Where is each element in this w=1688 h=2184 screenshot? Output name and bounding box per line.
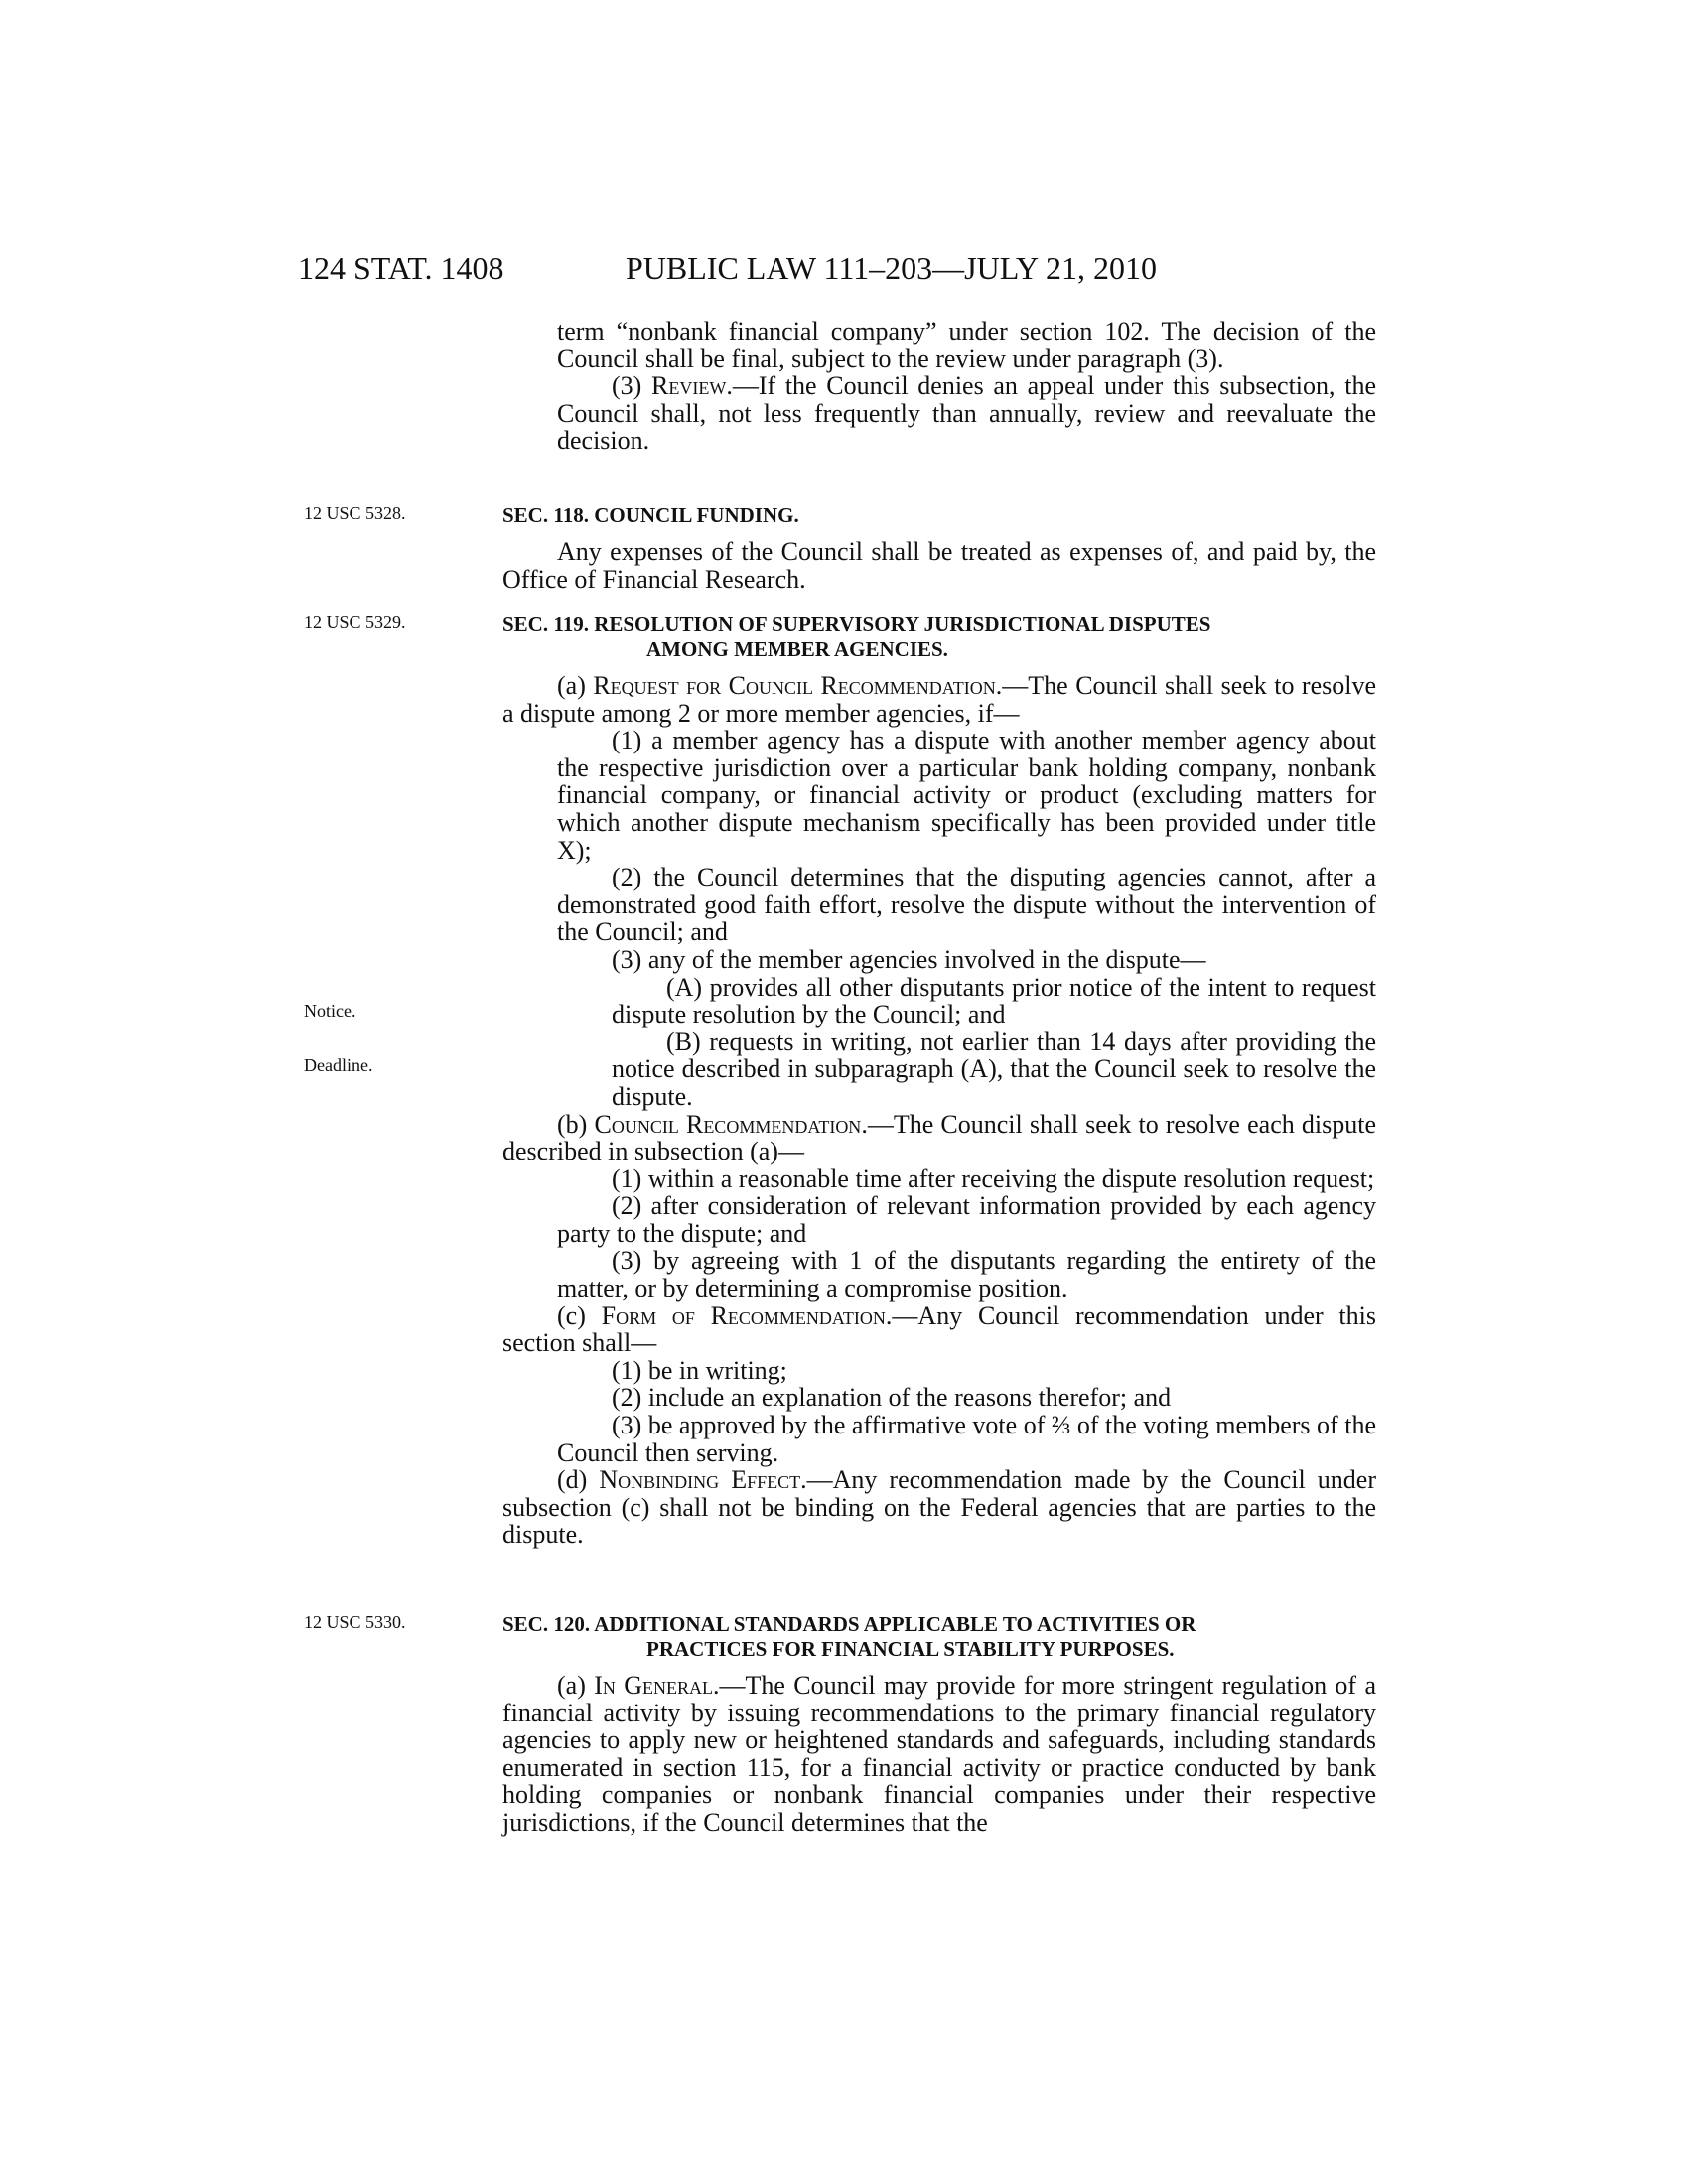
paragraph-a1: (1) a member agency has a dispute with another member agency about the respective jurisdiction over a particular bank holding company, nonbank financial company, or financial activity or product (excluding matters for which another dispute mechanism specifically has been provided under title X); xyxy=(557,726,1376,865)
section-118 xyxy=(502,503,1376,593)
continued-text-block xyxy=(502,318,1376,455)
paragraph-c1: (1) be in writing; xyxy=(612,1355,787,1385)
section-119 xyxy=(502,613,1376,1549)
paragraph-review: (3) Review.—If the Council denies an appeal under this subsection, the Council shall, not less frequently than annually, review and reevaluate the decision. xyxy=(557,371,1376,456)
paragraph-b1: (1) within a reasonable time after receiving the dispute resolution request; xyxy=(612,1163,1375,1193)
section-120 xyxy=(502,1612,1376,1837)
section-119-heading: SEC. 119. RESOLUTION OF SUPERVISORY JURISDICTIONAL DISPUTES AMONG MEMBER AGENCIES. xyxy=(502,613,1211,661)
section-118-text: Any expenses of the Council shall be treated as expenses of, and paid by, the Office of Financial Research. xyxy=(502,537,1376,594)
stat-page-number: 124 STAT. 1408 xyxy=(298,250,504,286)
section-118-heading: SEC. 118. COUNCIL FUNDING. xyxy=(502,503,799,527)
subsection-d: (d) Nonbinding Effect.—Any recommendation made by the Council under subsection (c) shall not be binding on the Federal agencies that are parties to the dispute. xyxy=(502,1465,1376,1550)
subparagraph-a3A: (A) provides all other disputants prior notice of the intent to request dispute resolution by the Council; and xyxy=(612,972,1376,1029)
paragraph-a2: (2) the Council determines that the disputing agencies cannot, after a demonstrated good faith effort, resolve the dispute without the intervention of the Council; and xyxy=(557,863,1376,947)
margin-note-deadline: Deadline. xyxy=(304,1055,373,1075)
section-120-heading: SEC. 120. ADDITIONAL STANDARDS APPLICABLE TO ACTIVITIES OR PRACTICES FOR FINANCIAL STABILITY PURPOSES. xyxy=(502,1612,1196,1661)
subsection-b: (b) Council Recommendation.—The Council shall seek to resolve each dispute described in subsection (a)— xyxy=(502,1109,1376,1166)
public-law-title: PUBLIC LAW 111–203—JULY 21, 2010 xyxy=(626,250,1157,286)
subsection-c: (c) Form of Recommendation.—Any Council recommendation under this section shall— xyxy=(502,1300,1376,1358)
paragraph-b3: (3) by agreeing with 1 of the disputants regarding the entirety of the matter, or by determining a compromise position. xyxy=(557,1246,1376,1303)
margin-note-usc-5329: 12 USC 5329. xyxy=(304,613,406,632)
margin-note-usc-5328: 12 USC 5328. xyxy=(304,503,406,523)
margin-note-notice: Notice. xyxy=(304,1001,356,1021)
paragraph-a3: (3) any of the member agencies involved in the dispute— xyxy=(612,944,1206,974)
paragraph-continuation: term “nonbank financial company” under section 102. The decision of the Council shall be final, subject to the review under paragraph (3). xyxy=(557,317,1376,373)
subparagraph-a3B: (B) requests in writing, not earlier than 14 days after providing the notice described in subparagraph (A), that the Council seek to resolve the dispute. xyxy=(612,1026,1376,1111)
margin-note-usc-5330: 12 USC 5330. xyxy=(304,1612,406,1632)
paragraph-b2: (2) after consideration of relevant information provided by each agency party to the dispute; and xyxy=(557,1191,1376,1248)
subsection-a: (a) In General.—The Council may provide for more stringent regulation of a financial activity by issuing recommendations to the primary financial regulatory agencies to apply new or heightened standards and safeguards, including standards enumerated in section 115, for a financial activity or practice conducted by bank holding companies or nonbank financial companies under their respective jurisdictions, if the Council determines that the xyxy=(502,1671,1376,1837)
paragraph-c3: (3) be approved by the affirmative vote of ⅔ of the voting members of the Council then serving. xyxy=(557,1411,1376,1467)
paragraph-c2: (2) include an explanation of the reasons therefor; and xyxy=(612,1383,1172,1413)
subsection-a: (a) Request for Council Recommendation.—The Council shall seek to resolve a dispute among 2 or more member agencies, if— xyxy=(502,671,1377,728)
